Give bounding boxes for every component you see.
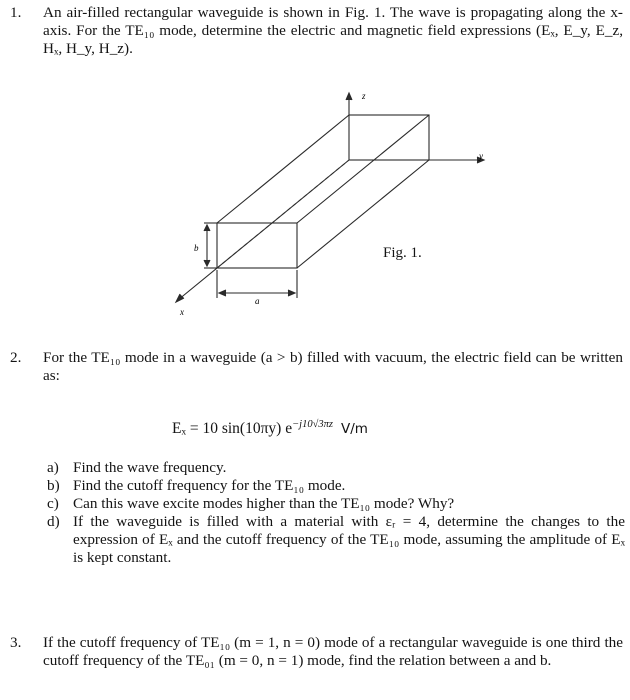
question-3-text: If the cutoff frequency of TE₁₀ (m = 1, n = 0) mode of a rectangular waveguide is one third the cutoff frequency of the TE₀₁ (m = 0, n = 1) mode, find the relation between a and b.: [43, 634, 623, 669]
dimension-label-b: b: [194, 243, 199, 253]
waveguide-back-face: [349, 115, 429, 160]
question-2-items: [47, 459, 625, 567]
axis-label-z: z: [362, 91, 366, 101]
waveguide-front-face: [217, 223, 297, 268]
item-text: Find the wave frequency.: [73, 459, 227, 476]
list-item: [47, 513, 625, 567]
question-2-number: 2.: [10, 349, 22, 366]
item-text: Can this wave excite modes higher than the TE₁₀ mode? Why?: [73, 495, 455, 512]
equation-unit: V/m: [340, 421, 368, 437]
list-item: [47, 495, 625, 513]
item-label: b): [47, 477, 60, 494]
list-item: [47, 459, 625, 477]
question-3-number: 3.: [10, 634, 22, 651]
question-1-text: An air-filled rectangular waveguide is shown in Fig. 1. The wave is propagating along the x-axis. For the TE₁₀ mode, determine the electric and magnetic field expressions (Eₓ, E_y, E_z, Hₓ, H_y, H_z).: [43, 4, 623, 57]
list-item: [47, 477, 625, 495]
axis-label-y: y: [479, 151, 483, 161]
item-label: a): [47, 459, 59, 476]
question-2-intro: For the TE₁₀ mode in a waveguide (a > b) filled with vacuum, the electric field can be written as:: [43, 349, 623, 384]
axis-label-x: x: [180, 307, 184, 317]
field-equation: [172, 416, 368, 438]
dimension-label-a: a: [255, 296, 260, 306]
item-text: If the waveguide is filled with a material with εᵣ = 4, determine the changes to the expression of Eₓ and the cutoff frequency of the TE₁₀ mode, assuming the amplitude of Eₓ is kept constant.: [73, 513, 625, 566]
figure-1-caption: Fig. 1.: [383, 245, 422, 261]
equation-lhs: Eₓ = 10 sin(10πy) e: [172, 420, 293, 437]
question-1-number: 1.: [10, 4, 22, 21]
item-label: d): [47, 513, 60, 530]
item-label: c): [47, 495, 59, 512]
x-axis-line: [178, 160, 349, 300]
item-text: Find the cutoff frequency for the TE₁₀ mode.: [73, 477, 346, 494]
equation-exponent: −j10√3πz: [292, 419, 333, 430]
